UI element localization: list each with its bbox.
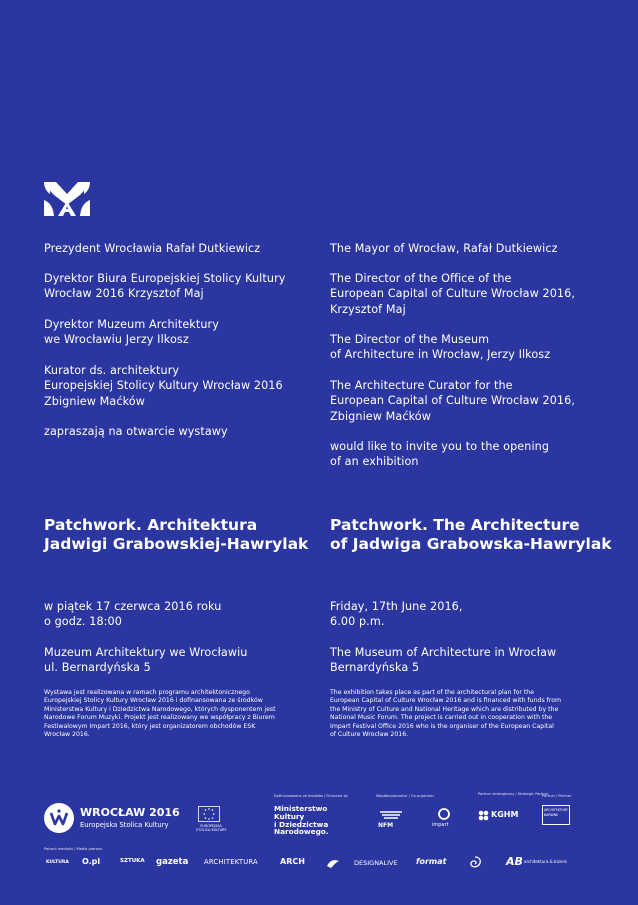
en-host-museum-director: The Director of the Museum of Architecture in Wrocław, Jerzy Ilkosz — [330, 333, 551, 362]
en-invite: would like to invite you to the opening of an exhibition — [330, 440, 550, 469]
media-ab: AB — [506, 855, 523, 868]
en-host-esk-director: The Director of the Office of the European Capital of Culture Wrocław 2016, Krzysztof Maj — [330, 272, 576, 316]
media-format: format — [416, 857, 447, 866]
kghm-text: KGHM — [491, 810, 519, 819]
en-exhibition-title: Patchwork. The Architecture of Jadwiga Grabowska-Hawrylak — [330, 516, 612, 553]
pl-note: Wystawa jest realizowana w ramach programu architektonicznego Europejskiej Stolicy Kultury Wrocław 2016 i dofinansowana ze środków Ministerstwa Kultury i Dziedzictwa Narodowego, których dysponentem jest Narodowe Forum Muzyki. Projekt jest realizowany we współpracy z Biurem Festiwalowym Impart 2016, który jest organizatorem obchodów ESK Wrocław 2016. — [44, 689, 276, 739]
en-note: The exhibition takes place as part of the architectural plan for the European Capital of Culture Wrocław 2016 and is financed with funds from the Ministry of Culture and National Heritage which are distributed by the National Music Forum. The project is carried out in cooperation with the Impart Festival Office 2016 who is the organiser of the European Capital of Culture Wrocław 2016. — [330, 689, 562, 739]
cofinanced-label: Dofinansowano ze środków / Financed by — [274, 794, 348, 798]
media-kultura: KULTURA — [46, 860, 69, 865]
media-swirl-icon — [468, 856, 482, 869]
en-host-curator: The Architecture Curator for the European Capital of Culture Wrocław 2016, Zbigniew Maćków — [330, 379, 576, 423]
partner-logo: ARCHITEKTURY BARWNE — [542, 805, 570, 825]
strategic-label: Partner strategiczny / Strategic Partner — [478, 792, 549, 796]
media-bird-icon — [326, 858, 340, 869]
media-designalive: DESIGNALIVE — [354, 859, 398, 867]
wroclaw-w-icon — [44, 803, 74, 833]
eu-stars-icon — [198, 806, 220, 822]
ministry-logo: Ministerstwo Kultury i Dziedzictwa Narodowego. — [274, 804, 329, 837]
en-host-mayor: The Mayor of Wrocław, Rafał Dutkiewicz — [330, 242, 558, 255]
media-label: Patroni medialni / Media patrons — [44, 847, 103, 851]
en-date: Friday, 17th June 2016, 6.00 p.m. — [330, 600, 463, 629]
nfm-text: NFM — [378, 822, 394, 829]
impart-text: impart — [432, 822, 449, 828]
pl-host-esk-director: Dyrektor Biura Europejskiej Stolicy Kultury Wrocław 2016 Krzysztof Maj — [44, 272, 286, 301]
wroclaw-name: WROCŁAW 2016 — [80, 806, 180, 819]
pl-exhibition-title: Patchwork. Architektura Jadwigi Grabowskiej-Hawrylak — [44, 516, 309, 553]
pl-host-curator: Kurator ds. architektury Europejskiej Stolicy Kultury Wrocław 2016 Zbigniew Maćków — [44, 364, 283, 408]
organizer-label: Współorganizator / Co-organizer — [376, 794, 435, 798]
media-arch: ARCH — [280, 857, 305, 866]
pl-invite: zapraszają na otwarcie wystawy — [44, 425, 228, 438]
wroclaw-subtitle: Europejska Stolica Kultury — [80, 821, 169, 829]
media-architektura: ARCHITEKTURA — [204, 858, 258, 866]
media-gazeta: gazeta — [156, 857, 189, 867]
pl-date: w piątek 17 czerwca 2016 roku o godz. 18:00 — [44, 600, 222, 629]
pl-host-mayor: Prezydent Wrocławia Rafał Dutkiewicz — [44, 242, 261, 255]
pl-venue: Muzeum Architektury we Wrocławiu ul. Bernardyńska 5 — [44, 646, 248, 675]
ma-logo-icon — [44, 182, 90, 216]
media-patrons-row — [44, 856, 604, 872]
media-ab-caption: architektura & biznes — [524, 859, 567, 864]
eu-caption: EUROPEJSKA STOLICA KULTURY — [196, 824, 227, 832]
media-opl: O.pl — [82, 857, 101, 866]
pl-host-museum-director: Dyrektor Muzeum Architektury we Wrocławiu Jerzy Ilkosz — [44, 318, 219, 347]
kghm-icon — [478, 810, 489, 821]
media-sztuka: SZTUKA — [120, 858, 145, 864]
nfm-waves-icon — [378, 807, 404, 823]
partner-label: Partner / Partner — [542, 794, 572, 798]
impart-icon — [438, 808, 450, 820]
en-venue: The Museum of Architecture in Wrocław Bernardyńska 5 — [330, 646, 557, 675]
